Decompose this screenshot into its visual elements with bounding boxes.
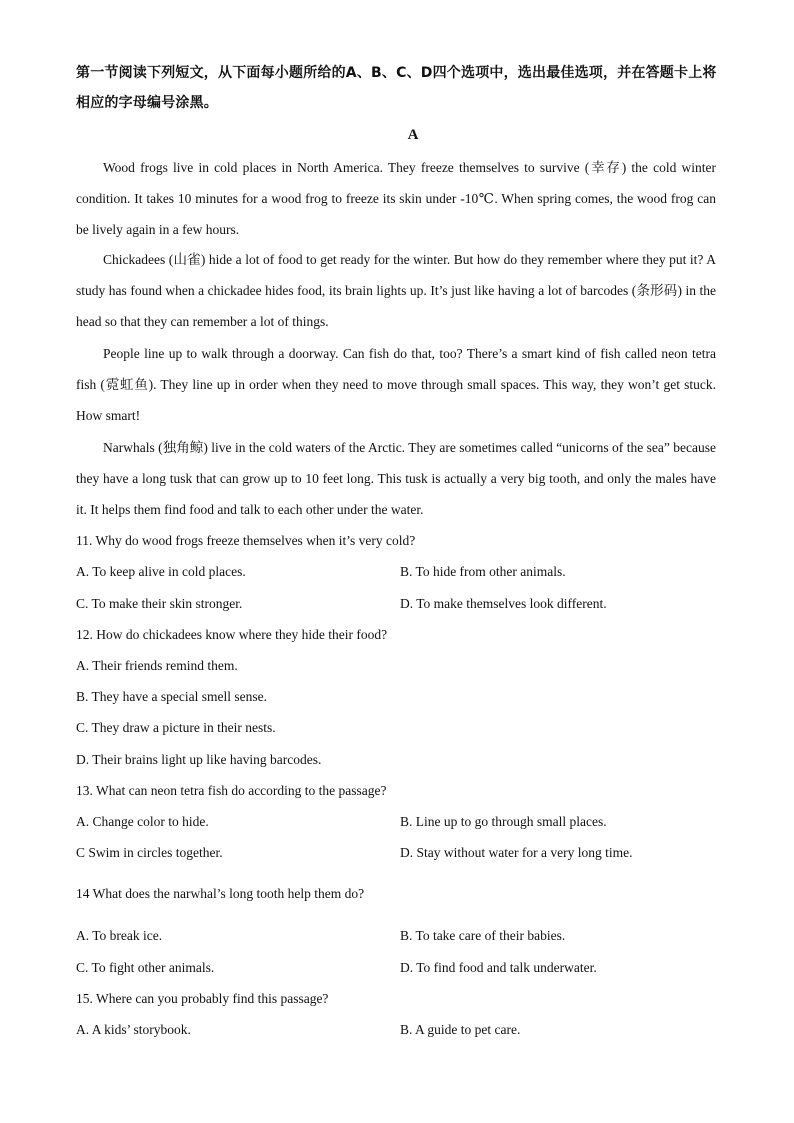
question-11-option-a[interactable]: A. To keep alive in cold places.	[76, 564, 246, 579]
paragraph-chickadees: Chickadees (山雀) hide a lot of food to get ready for the winter. But how do they remember where they put it? A study has found when a chickadee hides food, its brain lights up. It’s just like having a lot of barcodes (条形码) in the head so that they can remember a lot of things.	[76, 252, 716, 330]
question-14-option-d[interactable]: D. To find food and talk underwater.	[400, 960, 597, 975]
paragraph-wood-frogs: Wood frogs live in cold places in North America. They freeze themselves to survive (幸存) the cold winter condition. It takes 10 minutes for a wood frog to freeze its skin under -10℃. When spring comes, the wood frog can be lively again in a few hours.	[76, 160, 716, 238]
question-11-stem: 11. Why do wood frogs freeze themselves when it’s very cold?	[76, 533, 416, 548]
section-instruction: 第一节阅读下列短文，从下面每小题所给的A、B、C、D四个选项中，选出最佳选项，并在答题卡上将相应的字母编号涂黑。	[76, 65, 717, 111]
question-11-option-c[interactable]: C. To make their skin stronger.	[76, 596, 243, 611]
question-14-option-a[interactable]: A. To break ice.	[76, 928, 163, 943]
question-14-stem: 14 What does the narwhal’s long tooth help them do?	[76, 886, 365, 901]
question-15-option-a[interactable]: A. A kids’ storybook.	[76, 1022, 191, 1037]
question-11-option-d[interactable]: D. To make themselves look different.	[400, 596, 607, 611]
paragraph-narwhals: Narwhals (独角鲸) live in the cold waters of the Arctic. They are sometimes called “unicorns of the sea” because they have a long tusk that can grow up to 10 feet long. This tusk is actually a very big tooth, and only the males have it. It helps them find food and talk to each other under the water.	[76, 440, 716, 518]
question-15-option-b[interactable]: B. A guide to pet care.	[400, 1022, 521, 1037]
paragraph-neon-tetra: People line up to walk through a doorway. Can fish do that, too? There’s a smart kind of fish called neon tetra fish (霓虹鱼). They line up in order when they need to move through small spaces. This way, they won’t get stuck. How smart!	[76, 346, 716, 424]
question-11-option-b[interactable]: B. To hide from other animals.	[400, 564, 566, 579]
question-13-option-c[interactable]: C Swim in circles together.	[76, 845, 223, 860]
question-13-option-b[interactable]: B. Line up to go through small places.	[400, 814, 607, 829]
question-13-option-a[interactable]: A. Change color to hide.	[76, 814, 209, 829]
question-12-option-c[interactable]: C. They draw a picture in their nests.	[76, 720, 276, 735]
question-12-stem: 12. How do chickadees know where they hide their food?	[76, 627, 388, 642]
question-12-option-a[interactable]: A. Their friends remind them.	[76, 658, 238, 673]
question-14-option-c[interactable]: C. To fight other animals.	[76, 960, 215, 975]
passage-heading: A	[407, 127, 419, 143]
question-12-option-b[interactable]: B. They have a special smell sense.	[76, 689, 267, 704]
question-14-option-b[interactable]: B. To take care of their babies.	[400, 928, 566, 943]
question-15-stem: 15. Where can you probably find this passage?	[76, 991, 329, 1006]
question-13-stem: 13. What can neon tetra fish do according to the passage?	[76, 783, 387, 798]
question-13-option-d[interactable]: D. Stay without water for a very long time.	[400, 845, 633, 860]
question-12-option-d[interactable]: D. Their brains light up like having barcodes.	[76, 752, 322, 767]
